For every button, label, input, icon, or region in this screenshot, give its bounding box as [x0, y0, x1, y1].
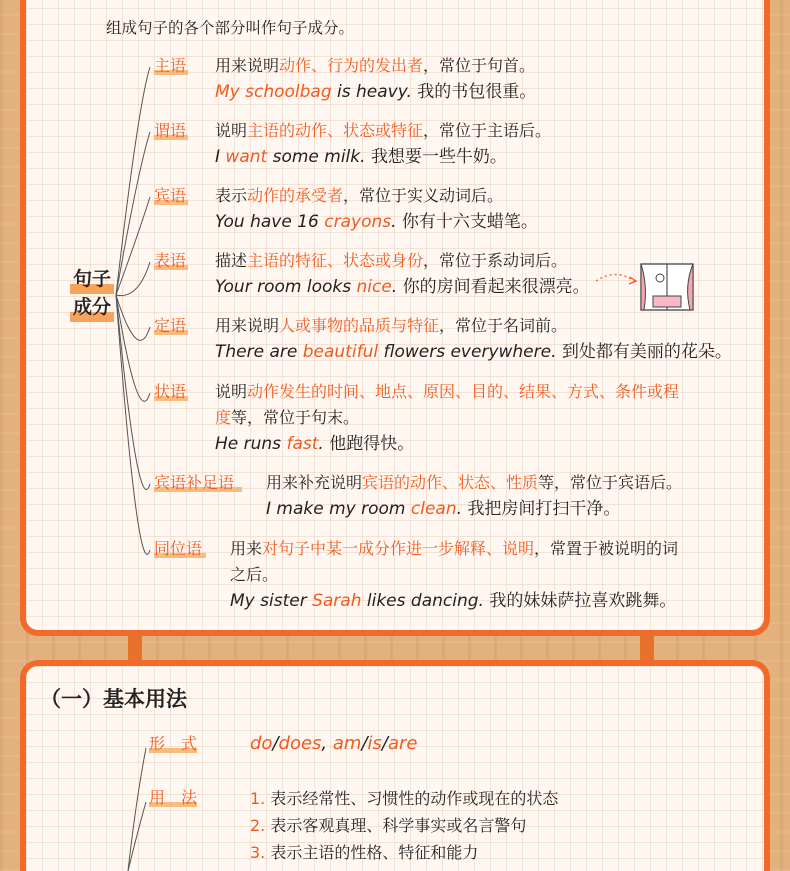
form-token: is [367, 733, 382, 754]
branch-line [116, 197, 150, 295]
text-segment: 人或事物的品质与特征 [279, 316, 440, 335]
text-segment: ，常位于句首。 [423, 56, 536, 75]
component-label: 定语 [154, 316, 187, 335]
component-label: 主语 [154, 56, 187, 75]
component-example [215, 211, 538, 233]
text-segment: flowers everywhere. [378, 342, 562, 362]
text-segment: 用来说明 [215, 316, 280, 335]
form-token: / [381, 733, 388, 754]
text-segment: crayons [324, 212, 392, 232]
main-label-line2: 成分 [72, 296, 111, 318]
form-token: / [272, 733, 279, 754]
text-segment: some milk. [267, 147, 371, 167]
text-segment: . [318, 434, 330, 454]
main-label-line1: 句子 [72, 268, 111, 290]
usage-item [250, 788, 558, 810]
usage-label: 用 法 [149, 788, 198, 807]
text-segment: I make my room [266, 499, 411, 519]
usage-number: 2. [250, 816, 271, 835]
component-description-cont [215, 407, 359, 429]
text-segment: 之后。 [230, 565, 279, 584]
text-segment: 说明 [215, 382, 248, 401]
text-segment: Your room looks [215, 277, 357, 297]
component-description [215, 315, 567, 337]
component-label: 表语 [154, 251, 187, 270]
component-label: 谓语 [154, 121, 187, 140]
text-segment: 主语的特征、状态或身份 [247, 251, 424, 270]
text-segment: fast [286, 434, 319, 454]
usage-text: 表示客观真理、科学事实或名言警句 [270, 816, 527, 835]
text-segment: You have 16 [215, 212, 325, 232]
form-token: / [361, 733, 368, 754]
branch-line [116, 67, 150, 295]
form-token: are [388, 733, 418, 754]
text-segment: ，常位于名词前。 [439, 316, 568, 335]
text-segment: He runs [215, 434, 287, 454]
component-description-cont [230, 564, 278, 586]
component-example [230, 590, 676, 612]
text-segment: 我想要一些牛奶。 [370, 147, 507, 167]
form-token: am [332, 733, 362, 754]
text-segment: ，常位于实义动词后。 [343, 186, 504, 205]
component-description [230, 538, 678, 560]
text-segment: 说明 [215, 121, 248, 140]
text-segment: 他跑得快。 [329, 434, 415, 454]
usage-text: 表示主语的性格、特征和能力 [270, 843, 479, 862]
text-segment: 动作发生的时间、地点、原因、目的、结果、方式、条件或程 [247, 382, 680, 401]
text-segment: ，常置于被说明的词 [534, 539, 679, 558]
component-label: 宾语补足语 [154, 473, 235, 492]
text-segment: 动作、行为的发出者 [279, 56, 424, 75]
form-token: do [250, 733, 273, 754]
component-example [266, 498, 620, 520]
usage-number: 3. [250, 843, 271, 862]
usage-text: 表示经常性、习惯性的动作或现在的状态 [270, 789, 559, 808]
text-segment: ，常位于系动词后。 [423, 251, 568, 270]
text-segment: 表示 [215, 186, 248, 205]
text-segment: My sister [230, 591, 313, 611]
text-segment: 用来说明 [215, 56, 280, 75]
branch-line [116, 295, 150, 554]
component-example [215, 341, 732, 363]
text-segment: beautiful [302, 342, 379, 362]
text-segment: 描述 [215, 251, 248, 270]
text-segment: 宾语的动作、状态、性质 [362, 473, 539, 492]
text-segment: . [391, 277, 403, 297]
component-example [215, 81, 536, 103]
text-segment: There are [215, 342, 303, 362]
text-segment: clean [410, 499, 457, 519]
text-segment: 等，常位于宾语后。 [538, 473, 683, 492]
text-segment: 等，常位于句末。 [231, 408, 360, 427]
text-segment: 我的书包很重。 [417, 82, 537, 102]
text-segment: 对句子中某一成分作进一步解释、说明 [262, 539, 535, 558]
text-segment: I [215, 147, 226, 167]
forms-line [250, 733, 418, 755]
text-segment: 主语的动作、状态或特征 [247, 121, 424, 140]
text-segment: 你的房间看起来很漂亮。 [402, 277, 590, 297]
text-segment: 我把房间打扫干净。 [467, 499, 621, 519]
component-description [215, 55, 535, 77]
text-segment: 你有十六支蜡笔。 [401, 212, 538, 232]
text-segment: 用来补充说明 [266, 473, 363, 492]
text-segment: 到处都有美丽的花朵。 [561, 342, 732, 362]
text-segment: nice [356, 277, 392, 297]
text-segment: want [225, 147, 268, 167]
intro-text: 组成句子的各个部分叫作句子成分。 [106, 19, 355, 37]
component-description [266, 472, 682, 494]
text-segment: 动作的承受者 [247, 186, 344, 205]
text-segment: 我的妹妹萨拉喜欢跳舞。 [489, 591, 677, 611]
component-label: 状语 [154, 382, 187, 401]
text-segment: 用来 [230, 539, 263, 558]
usage-number: 1. [250, 789, 271, 808]
section-title: （一）基本用法 [40, 687, 187, 711]
usage-item [250, 842, 478, 864]
text-segment: 度 [215, 408, 232, 427]
branch-line [128, 748, 146, 871]
component-example [215, 276, 590, 298]
text-segment: likes dancing. [361, 591, 490, 611]
component-description [215, 185, 503, 207]
component-label: 宾语 [154, 186, 187, 205]
text-segment: . [456, 499, 468, 519]
text-segment: My schoolbag [215, 82, 332, 102]
text-segment: . [391, 212, 402, 232]
component-example [215, 433, 414, 455]
branch-line [128, 802, 146, 871]
text-segment: Sarah [312, 591, 362, 611]
component-label: 同位语 [154, 539, 203, 558]
form-token: , [321, 733, 333, 754]
form-token: does [278, 733, 322, 754]
text-segment: is heavy. [331, 82, 418, 102]
component-description [215, 381, 679, 403]
component-example [215, 146, 507, 168]
form-label: 形 式 [149, 734, 198, 753]
component-description [215, 120, 551, 142]
branch-line [116, 295, 150, 340]
text-segment: ，常位于主语后。 [423, 121, 552, 140]
window-illustration [596, 264, 693, 310]
component-description [215, 250, 567, 272]
usage-item [250, 815, 526, 837]
